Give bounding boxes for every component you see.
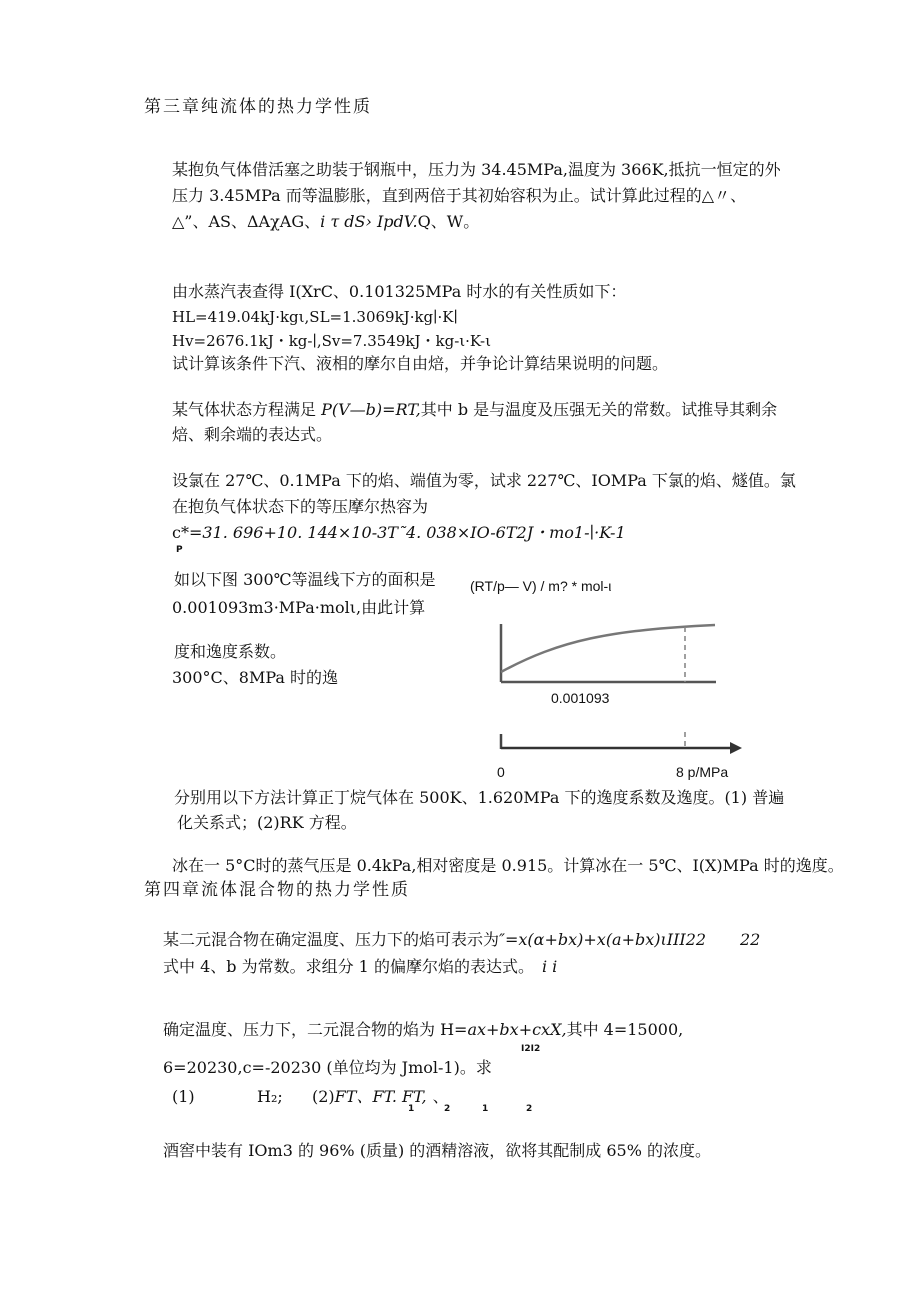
- ch4-p2-part-2-quantities: FT、FT. FT,: [334, 1087, 427, 1106]
- ch4-problem-2-line-2: 6=20230,c=-20230 (单位均为 Jmol-1)。求: [163, 1058, 492, 1077]
- problem-3-text-b: 其中 b 是与温度及压强无关的常数。试推导其剩余: [420, 400, 778, 419]
- problem-5-line-2: 0.001093m3·MPa·molι,由此计算: [172, 598, 426, 617]
- problem-7-line-1: 冰在一 5°C时的蒸气压是 0.4kPa,相对密度是 0.915。计算冰在一 5℃、I(X)MPa 时的逸度。: [172, 856, 844, 875]
- ch4-problem-2-line-1: [163, 1020, 683, 1040]
- problem-2-liquid-props: HL=419.04kJ·kgι,SL=1.3069kJ·kg∣·K∣: [172, 308, 458, 326]
- chapter-4-title: 第四章流体混合物的热力学性质: [144, 880, 410, 900]
- ch4-p1-indices: i i: [541, 957, 558, 976]
- heat-capacity-expression: 31. 696+10. 144×10-3T˜4. 038×IO-6T2J・mo1-∣·K-1: [202, 523, 626, 542]
- ch4-p2-equation: ax+bx+cxX,: [467, 1020, 567, 1039]
- problem-2-line-4: 试计算该条件下汽、液相的摩尔自由焙，并争论计算结果说明的问题。: [172, 354, 669, 373]
- problem-5-line-1: 如以下图 300℃等温线下方的面积是: [174, 570, 436, 589]
- ch4-p2-h2: H₂;: [257, 1087, 283, 1106]
- ch4-p1-subscripts: ιIII22: [660, 930, 707, 949]
- problem-2-line-1: 由水蒸汽表查得 I(XrC、0.101325MPa 时水的有关性质如下：: [172, 282, 627, 301]
- ch4-p2-text-a: 确定温度、压力下，二元混合物的焰为 H=: [163, 1020, 468, 1039]
- ch4-p2-equation-subscripts: I2I2: [521, 1044, 541, 1054]
- problem-6-line-2: 化关系式；(2)RK 方程。: [177, 813, 357, 832]
- ch4-p2-sub-1a: 1: [408, 1104, 415, 1114]
- problem-4-line-2: 在抱负气体状态下的等压摩尔热容为: [172, 497, 429, 516]
- problem-6-line-1: 分别用以下方法计算正丁烷气体在 500K、1.620MPa 下的逸度系数及逸度。(1) 普遍: [174, 788, 785, 807]
- problem-2-vapor-props: Hv=2676.1kJ・kg-∣,Sv=7.3549kJ・kg-ι·K-ι: [172, 332, 491, 350]
- isotherm-curve: [501, 625, 715, 672]
- problem-3-text-a: 某气体状态方程满足: [172, 400, 317, 419]
- ch4-p2-part-2: [312, 1087, 449, 1107]
- ch4-p1-question: 式中 4、b 为常数。求组分 1 的偏摩尔焰的表达式。: [163, 957, 534, 976]
- ch4-p2-text-b: 其中 4=15000,: [566, 1020, 684, 1039]
- ch4-p2-sub-2a: 2: [444, 1104, 451, 1114]
- figure-area-value: 0.001093: [551, 690, 610, 706]
- figure-y-axis-label: (RT/p— V) / m? * mol-ι: [470, 578, 612, 594]
- chapter-3-title: 第三章纯流体的热力学性质: [144, 97, 372, 117]
- problem-3-line-2: 焙、剩余端的表达式。: [172, 425, 333, 444]
- ch4-problem-3-line-1: 酒窖中装有 IOm3 的 96% (质量) 的酒精溶液，欲将其配制成 65% 的浓度。: [163, 1141, 712, 1160]
- figure-x-end: 8 p/MPa: [676, 764, 729, 780]
- problem-1-integrals: i τ dS› IpdV.: [320, 212, 418, 231]
- problem-1-symbols: △”、AS、ΔAχAG、: [172, 212, 321, 231]
- ch4-problem-1-line-2: [163, 957, 557, 977]
- problem-5-line-4: 300°C、8MPa 时的逸: [172, 668, 339, 687]
- problem-1-qw: Q、W。: [417, 212, 480, 231]
- arrow-right-icon: [730, 742, 742, 754]
- ch4-p1-equation: ″=x(α+bx)+x(a+bx): [499, 930, 661, 949]
- ch4-p1-text: 某二元混合物在确定温度、压力下的焰可表示为: [163, 930, 500, 949]
- heat-capacity-subscript: P: [176, 545, 183, 555]
- ch4-p2-part-2-label: (2): [312, 1087, 335, 1106]
- ch4-problem-1-line-1: [163, 930, 706, 950]
- ch4-p2-part-2-sep: 、: [432, 1087, 449, 1106]
- problem-1-line-1: 某抱负气体借活塞之助装于钢瓶中，压力为 34.45MPa,温度为 366K,抵抗一恒定的外: [172, 160, 781, 179]
- ch4-p2-part-1: (1): [172, 1087, 195, 1106]
- heat-capacity-symbol: c*=: [172, 523, 203, 542]
- ch4-p1-trailing-subscripts: 22: [740, 930, 761, 949]
- problem-4-line-1: 设氯在 27℃、0.1MPa 下的焰、端值为零，试求 227℃、IOMPa 下氯的焰、燧值。氯: [172, 471, 796, 490]
- problem-5-line-3: 度和逸度系数。: [174, 642, 287, 661]
- problem-3-equation: P(V—b)=RT,: [321, 400, 421, 419]
- ch4-p2-sub-1b: 1: [482, 1104, 489, 1114]
- problem-1-line-2: 压力 3.45MPa 而等温膨胀，直到两倍于其初始容积为止。试计算此过程的△〃、: [172, 186, 747, 205]
- ch4-p2-sub-2b: 2: [526, 1104, 533, 1114]
- figure-x-start: 0: [497, 764, 505, 780]
